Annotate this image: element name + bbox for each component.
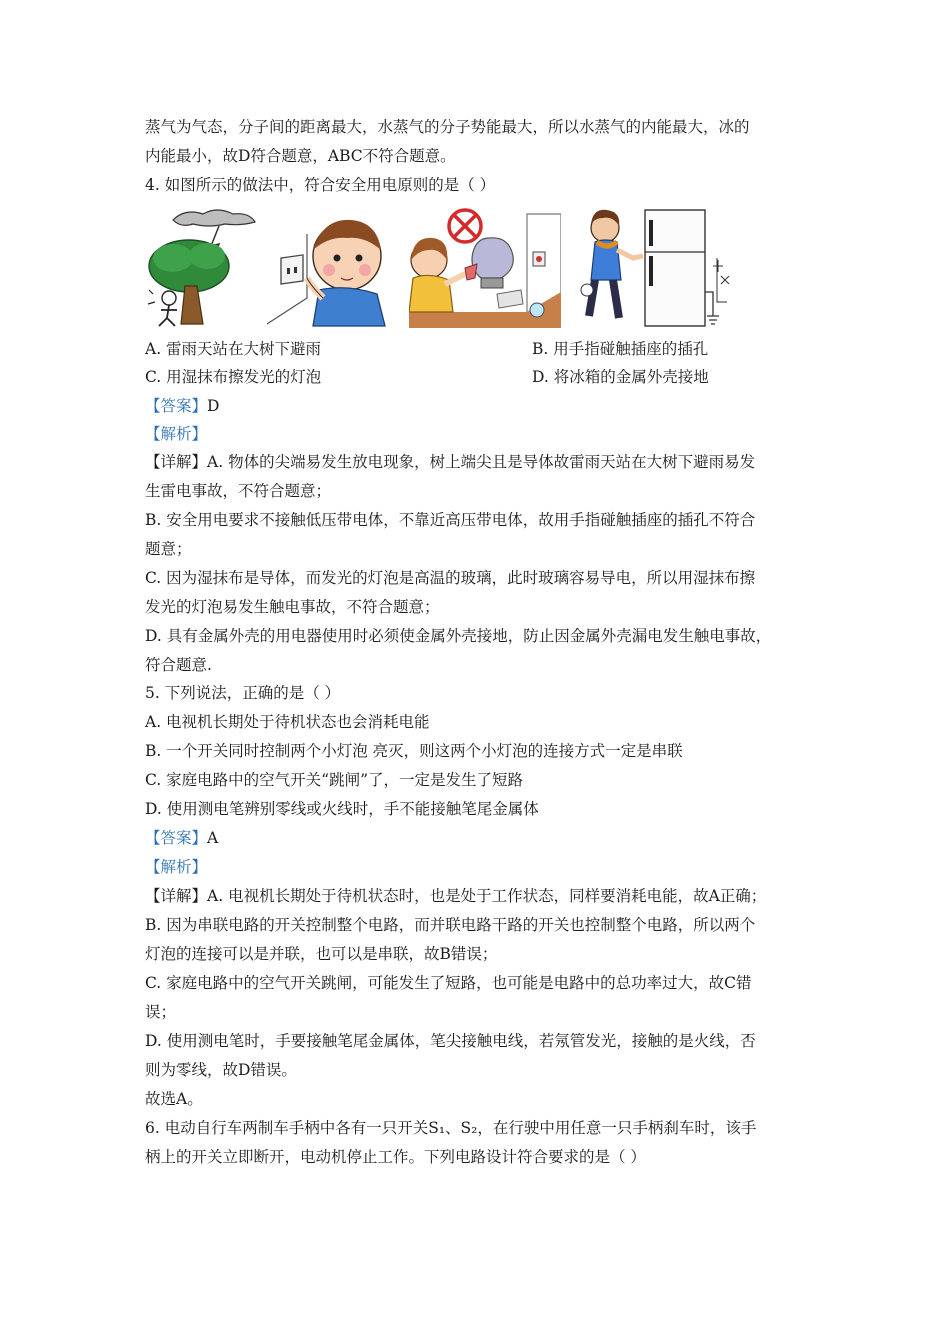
analysis-label: 【解析】 <box>145 425 208 443</box>
question-5-stem: 5. 下列说法，正确的是（ ） <box>145 684 341 702</box>
text-line: 题意； <box>145 540 192 558</box>
wet-cloth-bulb-illustration <box>409 206 561 328</box>
text-line: 符合题意. <box>145 656 212 674</box>
text-line: 发光的灯泡易发生触电事故，不符合题意； <box>145 598 440 616</box>
text-line: 故选A。 <box>145 1090 203 1108</box>
answer-tag: 【答案】 <box>145 397 208 415</box>
question-4-stem: 4. 如图所示的做法中，符合安全用电原则的是（ ） <box>145 176 496 194</box>
analysis-label: 【解析】 <box>145 858 208 876</box>
text-line: 蒸气为气态，分子间的距离最大，水蒸气的分子势能最大，所以水蒸气的内能最大，冰的 <box>145 118 750 136</box>
text-line: 内能最小，故D符合题意，ABC不符合题意。 <box>145 147 456 165</box>
question-4-option-a: A. 雷雨天站在大树下避雨 <box>145 340 322 358</box>
text-line: 则为零线，故D错误。 <box>145 1061 297 1079</box>
question-5-option-a: A. 电视机长期处于待机状态也会消耗电能 <box>145 713 430 731</box>
text-line: 误； <box>145 1003 177 1021</box>
question-5-option-b: B. 一个开关同时控制两个小灯泡 亮灭，则这两个小灯泡的连接方式一定是串联 <box>145 742 683 760</box>
text-line: C. 因为湿抹布是导体，而发光的灯泡是高温的玻璃，此时玻璃容易导电，所以用湿抹布擦 <box>145 569 756 587</box>
question-6-stem: 6. 电动自行车两制车手柄中各有一只开关S₁、S₂，在行驶中用任意一只手柄刹车时，该手 <box>145 1119 757 1137</box>
question-5-option-d: D. 使用测电笔辨别零线或火线时，手不能接触笔尾金属体 <box>145 800 539 818</box>
detail-tag: 【详解】 <box>145 453 208 471</box>
answer-line <box>145 827 218 849</box>
detail-line <box>145 451 755 473</box>
text-line: C. 家庭电路中的空气开关跳闸，可能发生了短路，也可能是电路中的总功率过大，故C错 <box>145 974 752 992</box>
analysis-tag <box>145 423 207 445</box>
answer-value: A <box>207 829 219 847</box>
text-line: B. 因为串联电路的开关控制整个电路，而并联电路干路的开关也控制整个电路，所以两个 <box>145 916 756 934</box>
text-line: B. 安全用电要求不接触低压带电体，不靠近高压带电体，故用手指碰触插座的插孔不符合 <box>145 511 756 529</box>
socket-touch-illustration <box>267 206 395 328</box>
text-line: 柄上的开关立即断开，电动机停止工作。下列电路设计符合要求的是（ ） <box>145 1148 646 1166</box>
text-line: 灯泡的连接可以是并联，也可以是串联，故B错误； <box>145 945 498 963</box>
tree-lightning-illustration <box>145 206 263 328</box>
answer-line <box>145 395 219 417</box>
grounded-fridge-illustration <box>577 206 735 328</box>
text-line: D. 使用测电笔时，手要接触笔尾金属体，笔尖接触电线，若氖管发光，接触的是火线，否 <box>145 1032 756 1050</box>
question-4-option-c: C. 用湿抹布擦发光的灯泡 <box>145 368 322 386</box>
question-4-option-d: D. 将冰箱的金属外壳接地 <box>532 368 709 386</box>
detail-text: A. 电视机长期处于待机状态时，也是处于工作状态，同样要消耗电能，故A正确； <box>207 887 767 905</box>
detail-text: A. 物体的尖端易发生放电现象，树上端尖且是导体故雷雨天站在大树下避雨易发 <box>207 453 756 471</box>
question-4-figures <box>145 206 735 328</box>
text-line: D. 具有金属外壳的用电器使用时必须使金属外壳接地，防止因金属外壳漏电发生触电事故， <box>145 627 772 645</box>
answer-value: D <box>207 397 220 415</box>
question-4-option-b: B. 用手指碰触插座的插孔 <box>532 340 709 358</box>
answer-tag: 【答案】 <box>145 829 208 847</box>
analysis-tag <box>145 856 207 878</box>
text-line: 生雷电事故，不符合题意； <box>145 482 332 500</box>
detail-line <box>145 885 766 907</box>
question-5-option-c: C. 家庭电路中的空气开关“跳闸”了，一定是发生了短路 <box>145 771 524 789</box>
detail-tag: 【详解】 <box>145 887 208 905</box>
